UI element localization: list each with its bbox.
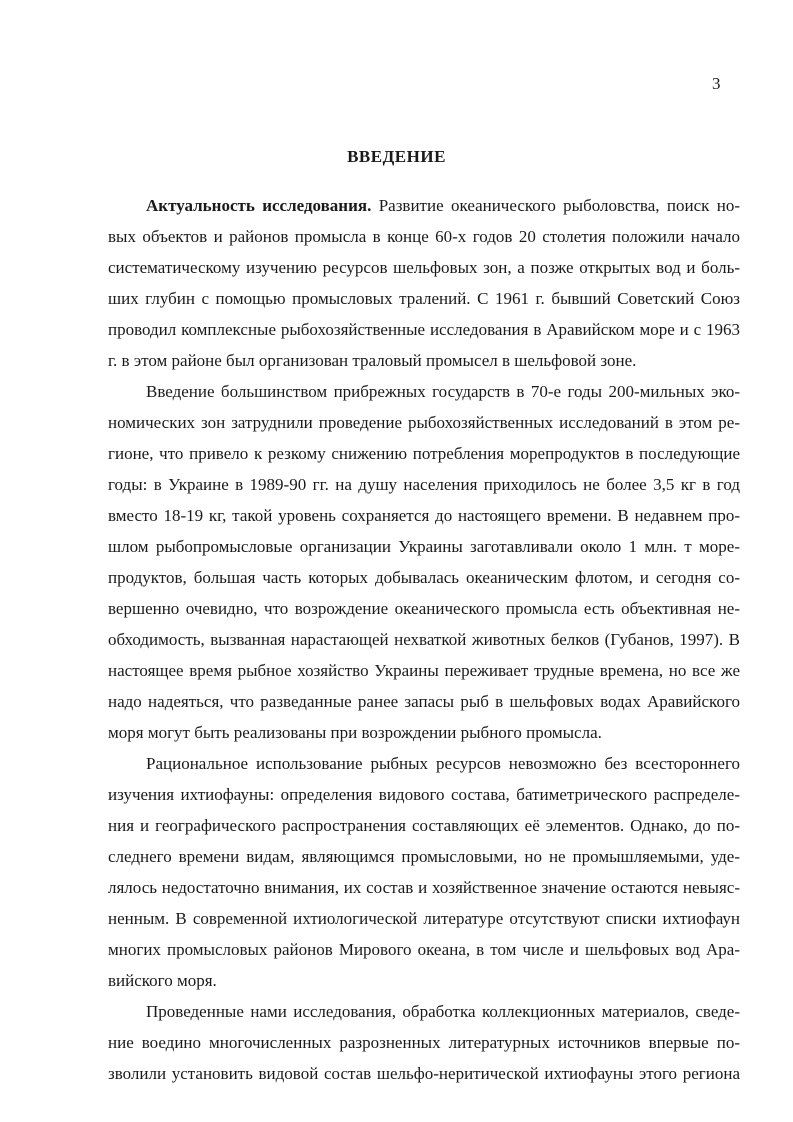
paragraph-2-line-10: настоящее время рыбное хозяйство Украины переживает трудные времена, но все же <box>108 661 740 680</box>
page-number: 3 <box>712 74 721 93</box>
paragraph-2-line-5: вместо 18-19 кг, такой уровень сохраняется до настоящего времени. В недавнем про- <box>108 506 740 525</box>
paragraph-2-line-4: годы: в Украине в 1989-90 гг. на душу населения приходилось не более 3,5 кг в год <box>108 475 740 494</box>
paragraph-3-line-1: Рациональное использование рыбных ресурсов невозможно без всестороннего <box>146 754 740 773</box>
paragraph-3-line-2: изучения ихтиофауны: определения видового состава, батиметрического распределе- <box>108 785 740 804</box>
paragraph-3-line-7: многих промысловых районов Мирового океана, в том числе и шельфовых вод Ара- <box>108 940 740 959</box>
paragraph-2-line-7: продуктов, большая часть которых добывалась океаническим флотом, и сегодня со- <box>108 568 740 587</box>
page-title: ВВЕДЕНИЕ <box>347 147 446 166</box>
paragraph-2-line-1: Введение большинством прибрежных государств в 70-е годы 200-мильных эко- <box>146 382 740 401</box>
paragraph-1-line-6: г. в этом районе был организован траловый промысел в шельфовой зоне. <box>108 351 637 370</box>
paragraph-3-line-6: ненным. В современной ихтиологической литературе отсутствуют списки ихтиофаун <box>108 909 740 928</box>
paragraph-3-line-3: ния и географического распространения составляющих её элементов. Однако, до по- <box>108 816 740 835</box>
paragraph-2-line-2: номических зон затруднили проведение рыбохозяйственных исследований в этом ре- <box>108 413 740 432</box>
paragraph-2-line-3: гионе, что привело к резкому снижению потребления морепродуктов в последующие <box>108 444 740 463</box>
paragraph-2-line-8: вершенно очевидно, что возрождение океанического промысла есть объективная не- <box>108 599 740 618</box>
paragraph-1-line-1-text: Развитие океанического рыболовства, поиск но- <box>371 196 740 215</box>
paragraph-4-line-1: Проведенные нами исследования, обработка коллекционных материалов, сведе- <box>146 1002 740 1021</box>
paragraph-1-line-4: ших глубин с помощью промысловых тралений. С 1961 г. бывший Советский Союз <box>108 289 740 308</box>
paragraph-2-line-6: шлом рыбопромысловые организации Украины заготавливали около 1 млн. т море- <box>108 537 740 556</box>
paragraph-2-line-11: надо надеяться, что разведанные ранее запасы рыб в шельфовых водах Аравийского <box>108 692 740 711</box>
paragraph-1-line-5: проводил комплексные рыбохозяйственные исследования в Аравийском море и с 1963 <box>108 320 740 339</box>
paragraph-3-line-8: вийского моря. <box>108 971 217 990</box>
paragraph-4-line-3: зволили установить видовой состав шельфо-неритической ихтиофауны этого региона <box>108 1064 740 1083</box>
paragraph-3-line-5: лялось недостаточно внимания, их состав и хозяйственное значение остаются невыяс- <box>108 878 740 897</box>
paragraph-2-line-9: обходимость, вызванная нарастающей нехваткой животных белков (Губанов, 1997). В <box>108 630 740 649</box>
paragraph-1-line-2: вых объектов и районов промысла в конце 60-х годов 20 столетия положили начало <box>108 227 740 246</box>
paragraph-1-line-1 <box>146 194 740 218</box>
paragraph-3-line-4: следнего времени видам, являющимся промысловыми, но не промышляемыми, уде- <box>108 847 740 866</box>
paragraph-1-line-3: систематическому изучению ресурсов шельфовых зон, а позже открытых вод и боль- <box>108 258 740 277</box>
paragraph-2-line-12: моря могут быть реализованы при возрождении рыбного промысла. <box>108 723 602 742</box>
section-lead: Актуальность исследования. <box>146 196 372 215</box>
paragraph-4-line-2: ние воедино многочисленных разрозненных литературных источников впервые по- <box>108 1033 740 1052</box>
